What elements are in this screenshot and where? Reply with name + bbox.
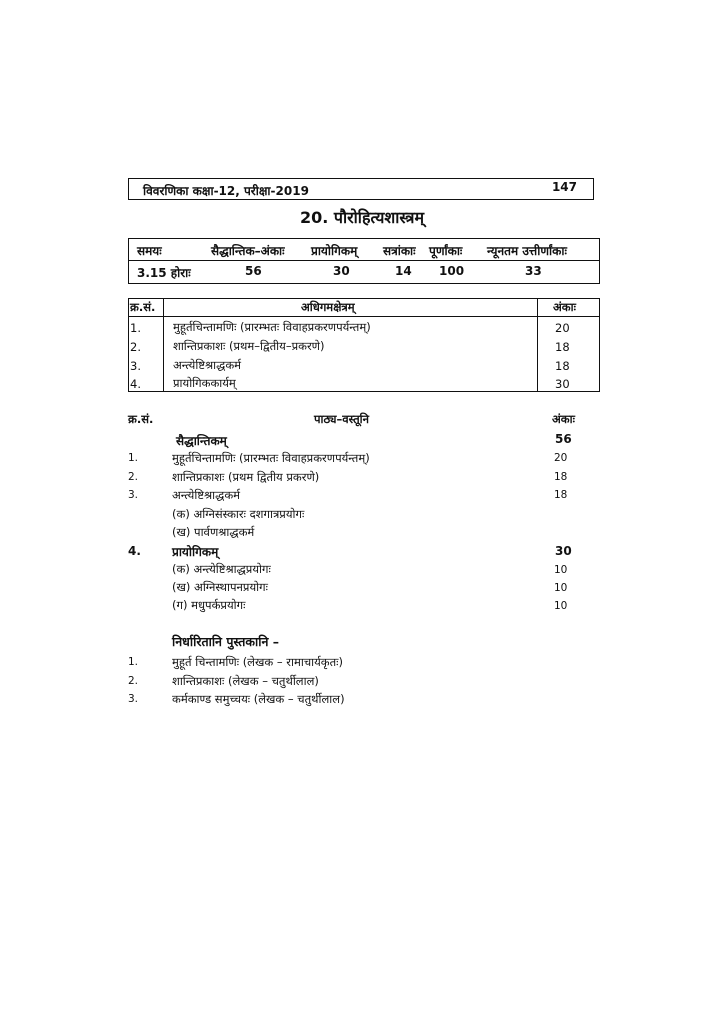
value-practical: 30 [333, 264, 350, 278]
theory-item-marks: 20 [554, 452, 568, 464]
theory-subitem: (ख) पार्वणश्राद्धकर्म [172, 525, 255, 539]
practical-item: (ख) अग्निस्थापनप्रयोगः [172, 580, 268, 594]
books-title: निर्धारितानि पुस्तकानि – [172, 634, 280, 649]
practical-marks: 30 [555, 544, 572, 558]
book-item: मुहूर्त चिन्तामणिः (लेखक – रामाचार्यकृतः) [172, 655, 343, 669]
practical-item-marks: 10 [554, 564, 568, 576]
col-divider [537, 299, 538, 391]
theory-subitem: (क) अग्निसंस्कारः दशगात्रप्रयोगः [172, 507, 305, 521]
header-theory-marks: सैद्धान्तिक–अंकाः [211, 244, 285, 258]
header-min-pass: न्यूनतम उत्तीर्णांकाः [487, 244, 567, 258]
row-sno: 3. [130, 359, 141, 373]
header-divider [129, 316, 599, 317]
value-theory: 56 [245, 264, 262, 278]
header-practical: प्रायोगिकम् [311, 244, 358, 258]
theory-item-marks: 18 [554, 489, 568, 501]
page-number: 147 [551, 180, 577, 194]
theory-sno: 3. [128, 489, 139, 501]
practical-sno: 4. [128, 544, 141, 558]
book-sno: 1. [128, 656, 139, 668]
row-marks: 20 [555, 321, 570, 335]
syllabus-header-content: पाठ्य–वस्तूनि [314, 412, 370, 426]
header-sessional: सत्रांकाः [383, 244, 416, 258]
row-sno: 2. [130, 340, 141, 354]
row-area: मुहूर्तचिन्तामणिः (प्रारम्भतः विवाहप्रकरणपर्यन्तम्) [173, 320, 371, 334]
book-sno: 2. [128, 675, 139, 687]
marks-value-row [129, 264, 599, 282]
value-total: 100 [439, 264, 465, 278]
page-header [128, 178, 594, 200]
theory-item-marks: 18 [554, 471, 568, 483]
subject-title: 20. पौरोहित्यशास्त्रम् [299, 208, 425, 227]
theory-sno: 1. [128, 452, 139, 464]
theory-marks: 56 [555, 432, 572, 446]
row-area: प्रायोगिककार्यम् [173, 376, 236, 390]
practical-item-marks: 10 [554, 582, 568, 594]
book-item: कर्मकाण्ड समुच्चयः (लेखक – चतुर्थीलाल) [172, 692, 345, 706]
marks-header-row [129, 242, 599, 260]
row-marks: 30 [555, 377, 570, 391]
practical-title: प्रायोगिकम् [172, 545, 219, 559]
book-sno: 3. [128, 693, 139, 705]
col-header-sno: क्र.सं. [130, 300, 156, 314]
book-item: शान्तिप्रकाशः (लेखक – चतुर्थीलाल) [172, 674, 319, 688]
practical-item: (ग) मधुपर्कप्रयोगः [172, 598, 246, 612]
row-area: शान्तिप्रकाशः (प्रथम–द्वितीय–प्रकरणे) [173, 339, 325, 353]
row-sno: 4. [130, 377, 141, 391]
practical-item-marks: 10 [554, 600, 568, 612]
theory-sno: 2. [128, 471, 139, 483]
theory-title: सैद्धान्तिकम् [176, 434, 227, 448]
row-marks: 18 [555, 359, 570, 373]
syllabus-header-sno: क्र.सं. [128, 412, 154, 426]
col-header-marks: अंकाः [553, 300, 576, 314]
theory-item: शान्तिप्रकाशः (प्रथम द्वितीय प्रकरणे) [172, 470, 320, 484]
value-min-pass: 33 [525, 264, 542, 278]
value-time: 3.15 होराः [137, 266, 191, 280]
syllabus-header-marks: अंकाः [552, 412, 575, 426]
row-area: अन्त्येष्टिश्राद्धकर्म [173, 358, 242, 372]
col-divider [163, 299, 164, 391]
row-sno: 1. [130, 321, 141, 335]
row-marks: 18 [555, 340, 570, 354]
header-title: विवरणिका कक्षा-12, परीक्षा-2019 [143, 184, 309, 198]
practical-item: (क) अन्त्येष्टिश्राद्धप्रयोगः [172, 562, 271, 576]
col-header-area: अधिगमक्षेत्रम् [301, 300, 355, 314]
theory-item: मुहूर्तचिन्तामणिः (प्रारम्भतः विवाहप्रकरणपर्यन्तम्) [172, 451, 370, 465]
value-sessional: 14 [395, 264, 412, 278]
header-time: समयः [137, 244, 162, 258]
theory-item: अन्त्येष्टिश्राद्धकर्म [172, 488, 241, 502]
header-total: पूर्णांकाः [429, 244, 463, 258]
marks-divider [129, 260, 599, 261]
learning-area-table [128, 298, 600, 392]
marks-summary-table [128, 238, 600, 284]
